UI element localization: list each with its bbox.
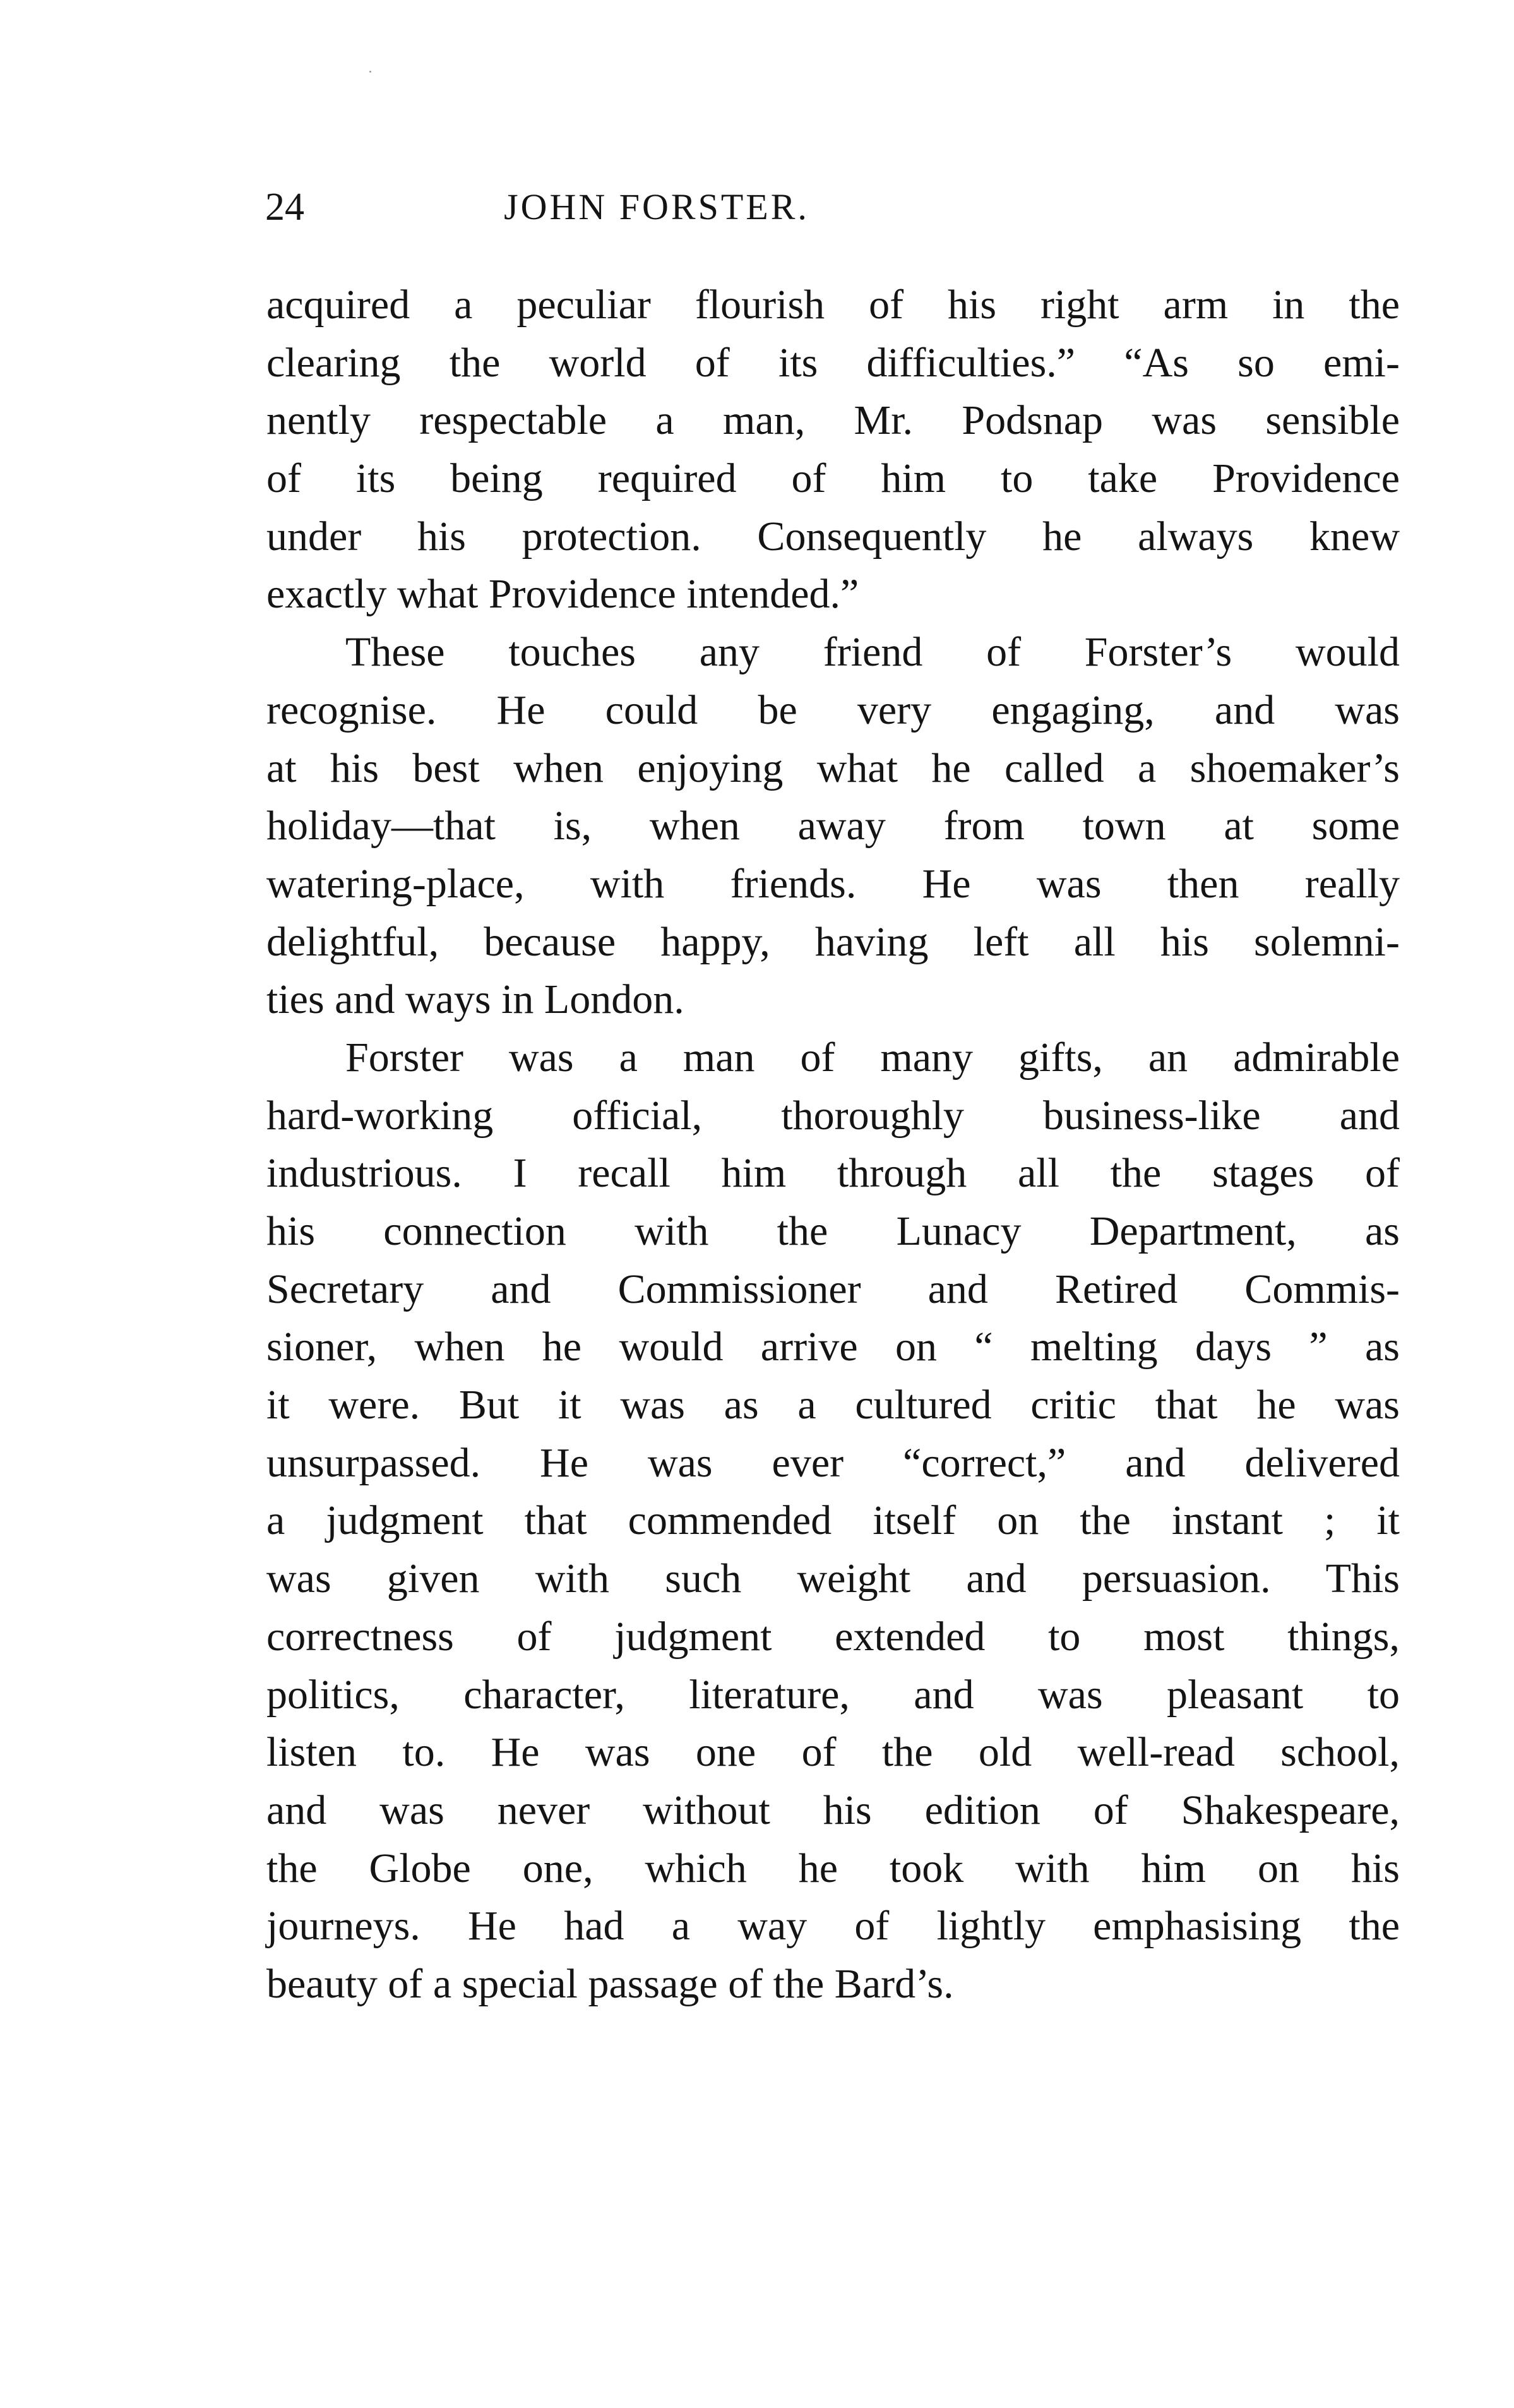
body-text xyxy=(266,276,1400,2013)
text-line: holiday—that is, when away from town at some xyxy=(266,803,1400,849)
text-line: delightful, because happy, having left all his solemni- xyxy=(266,918,1400,965)
text-line: unsurpassed. He was ever “correct,” and delivered xyxy=(266,1439,1400,1486)
text-line: ties and ways in London. xyxy=(266,976,684,1023)
text-line: industrious. I recall him through all the stages of xyxy=(266,1150,1400,1197)
text-line: was given with such weight and persuasion. This xyxy=(266,1555,1400,1602)
text-line: a judgment that commended itself on the instant ; it xyxy=(266,1497,1400,1544)
text-line: clearing the world of its difficulties.” “As so emi- xyxy=(266,339,1400,386)
page-header xyxy=(265,182,1398,232)
paragraph-first-line: Forster was a man of many gifts, an admirable xyxy=(345,1034,1400,1081)
running-head: JOHN FORSTER. xyxy=(504,186,809,227)
text-line: under his protection. Consequently he always knew xyxy=(266,513,1400,560)
text-line: nently respectable a man, Mr. Podsnap was sensible xyxy=(266,397,1400,444)
text-line: journeys. He had a way of lightly emphasising the xyxy=(266,1903,1400,1950)
text-line: and was never without his edition of Shakespeare, xyxy=(266,1787,1400,1833)
scan-dust-mark xyxy=(369,71,371,73)
paragraph-first-line: These touches any friend of Forster’s would xyxy=(345,629,1400,676)
text-line: of its being required of him to take Providence xyxy=(266,455,1400,502)
text-line: exactly what Providence intended.” xyxy=(266,571,859,618)
text-line: his connection with the Lunacy Department, as xyxy=(266,1208,1400,1254)
text-line: recognise. He could be very engaging, and was xyxy=(266,686,1400,733)
text-line: the Globe one, which he took with him on his xyxy=(266,1845,1400,1891)
text-line: watering-place, with friends. He was then really xyxy=(266,860,1400,907)
text-line: hard-working official, thoroughly business-like and xyxy=(266,1092,1400,1139)
text-line: it were. But it was as a cultured critic that he was xyxy=(266,1382,1400,1429)
text-line: sioner, when he would arrive on “ melting days ” as xyxy=(266,1324,1400,1370)
text-line: beauty of a special passage of the Bard’s. xyxy=(266,1960,954,2007)
text-line: at his best when enjoying what he called a shoemaker’s xyxy=(266,745,1400,791)
text-line: listen to. He was one of the old well-read school, xyxy=(266,1729,1400,1776)
text-line: politics, character, literature, and was pleasant to xyxy=(266,1671,1400,1718)
text-line: acquired a peculiar flourish of his right arm in the xyxy=(266,282,1400,328)
text-line: Secretary and Commissioner and Retired Commis- xyxy=(266,1266,1400,1312)
page-number: 24 xyxy=(265,186,304,229)
text-line: correctness of judgment extended to most things, xyxy=(266,1613,1400,1660)
